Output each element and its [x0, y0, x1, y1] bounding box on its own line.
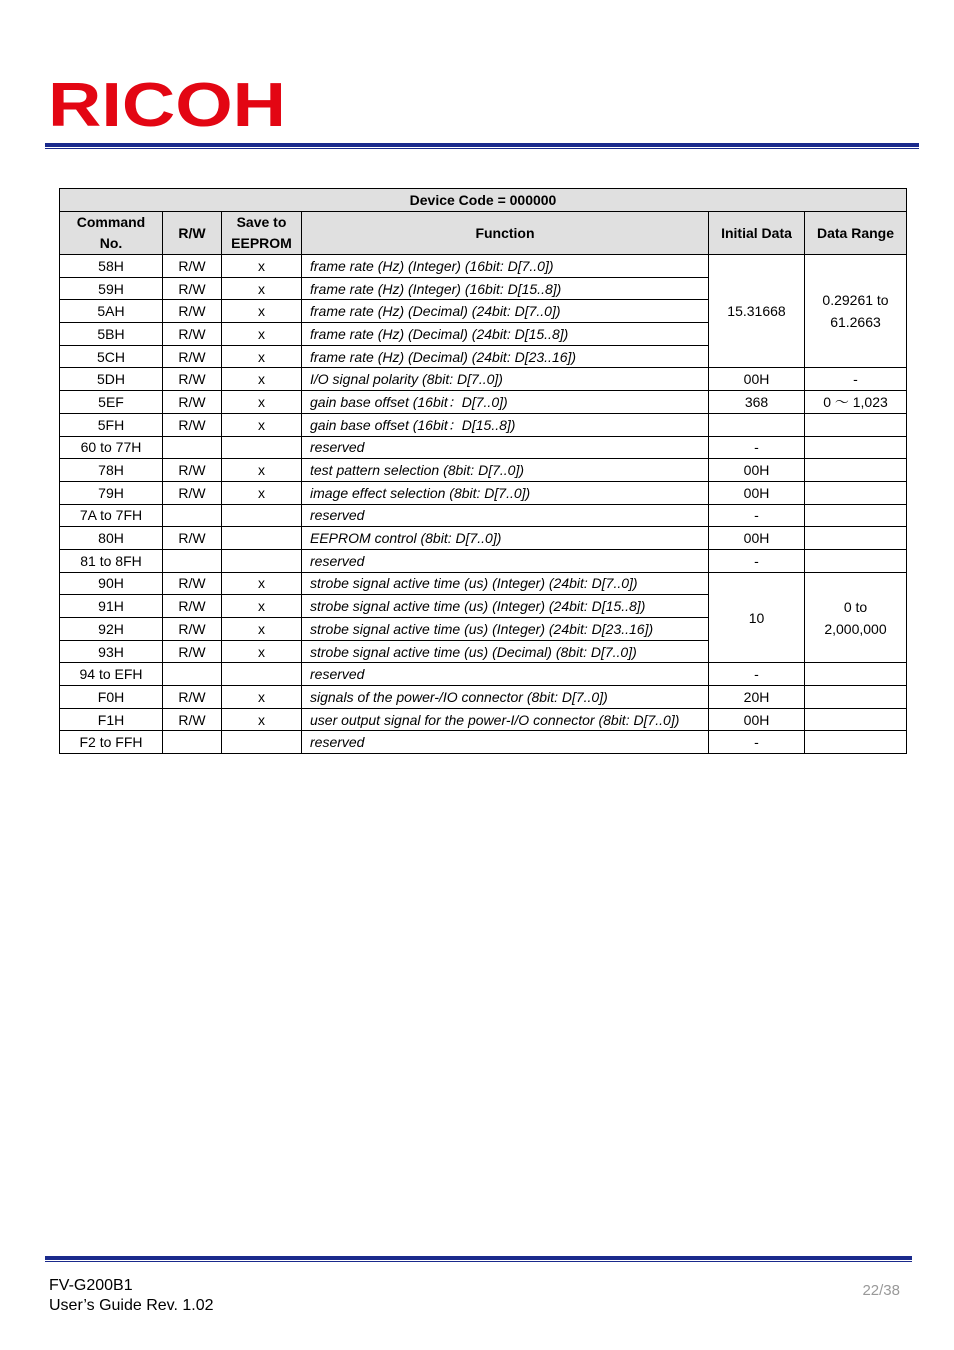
- strobe-range: 0 to 2,000,000: [805, 572, 907, 663]
- frame-rate-initial: 15.31668: [709, 255, 805, 368]
- table-row: 79H R/W x image effect selection (8bit: D[7..0]) 00H: [60, 481, 907, 504]
- table-row: 93H R/W x strobe signal active time (us) (Decimal) (8bit: D[7..0]): [60, 640, 907, 663]
- col-header-save: Save to EEPROM: [222, 212, 302, 255]
- table-row: 91H R/W x strobe signal active time (us) (Integer) (24bit: D[15..8]): [60, 595, 907, 618]
- table-row: 5EF R/W x gain base offset (16bit：D[7..0]) 368 0 ～ 1,023: [60, 391, 907, 414]
- table-row: 59H R/W x frame rate (Hz) (Integer) (16bit: D[15..8]): [60, 277, 907, 300]
- table-row: 5DH R/W x I/O signal polarity (8bit: D[7..0]) 00H -: [60, 368, 907, 391]
- logo-text: RICOH: [48, 74, 286, 132]
- table-row: F1H R/W x user output signal for the power-I/O connector (8bit: D[7..0]) 00H: [60, 708, 907, 731]
- footer-rule-thin: [45, 1261, 912, 1262]
- table-row: F0H R/W x signals of the power-/IO connector (8bit: D[7..0]) 20H: [60, 686, 907, 709]
- table-row: 90H R/W x strobe signal active time (us) (Integer) (24bit: D[7..0]) 10 0 to 2,000,000: [60, 572, 907, 595]
- footer-info: [49, 1276, 214, 1316]
- table-row: 5BH R/W x frame rate (Hz) (Decimal) (24bit: D[15..8]): [60, 323, 907, 346]
- table-row: 80H R/W EEPROM control (8bit: D[7..0]) 00H: [60, 527, 907, 550]
- footer-guide: User’s Guide Rev. 1.02: [49, 1297, 214, 1314]
- frame-rate-range: 0.29261 to 61.2663: [805, 255, 907, 368]
- col-header-range: Data Range: [805, 212, 907, 255]
- col-header-rw: R/W: [163, 212, 222, 255]
- ricoh-logo: [48, 74, 288, 132]
- table-row: F2 to FFH reserved -: [60, 731, 907, 754]
- footer-model: FV-G200B1: [49, 1277, 133, 1294]
- col-header-initial: Initial Data: [709, 212, 805, 255]
- page-number: 22/38: [862, 1282, 900, 1299]
- register-table: [59, 188, 907, 754]
- col-header-function: Function: [302, 212, 709, 255]
- strobe-initial: 10: [709, 572, 805, 663]
- footer-rule: [45, 1256, 912, 1260]
- table-row: 92H R/W x strobe signal active time (us) (Integer) (24bit: D[23..16]): [60, 618, 907, 641]
- table-row: 7A to 7FH reserved -: [60, 504, 907, 527]
- table-row: 60 to 77H reserved -: [60, 436, 907, 459]
- header-rule: [45, 143, 919, 147]
- table-row: 5CH R/W x frame rate (Hz) (Decimal) (24bit: D[23..16]): [60, 345, 907, 368]
- table-row: 5FH R/W x gain base offset (16bit：D[15..8]): [60, 413, 907, 436]
- col-header-command: Command No.: [60, 212, 163, 255]
- table-row: 94 to EFH reserved -: [60, 663, 907, 686]
- header-rule-thin: [45, 148, 919, 149]
- table-row: 5AH R/W x frame rate (Hz) (Decimal) (24bit: D[7..0]): [60, 300, 907, 323]
- table-row: 81 to 8FH reserved -: [60, 549, 907, 572]
- table-title: Device Code = 000000: [60, 189, 907, 212]
- table-row: 58H R/W x frame rate (Hz) (Integer) (16bit: D[7..0]) 15.31668 0.29261 to 61.2663: [60, 255, 907, 278]
- table-row: 78H R/W x test pattern selection (8bit: D[7..0]) 00H: [60, 459, 907, 482]
